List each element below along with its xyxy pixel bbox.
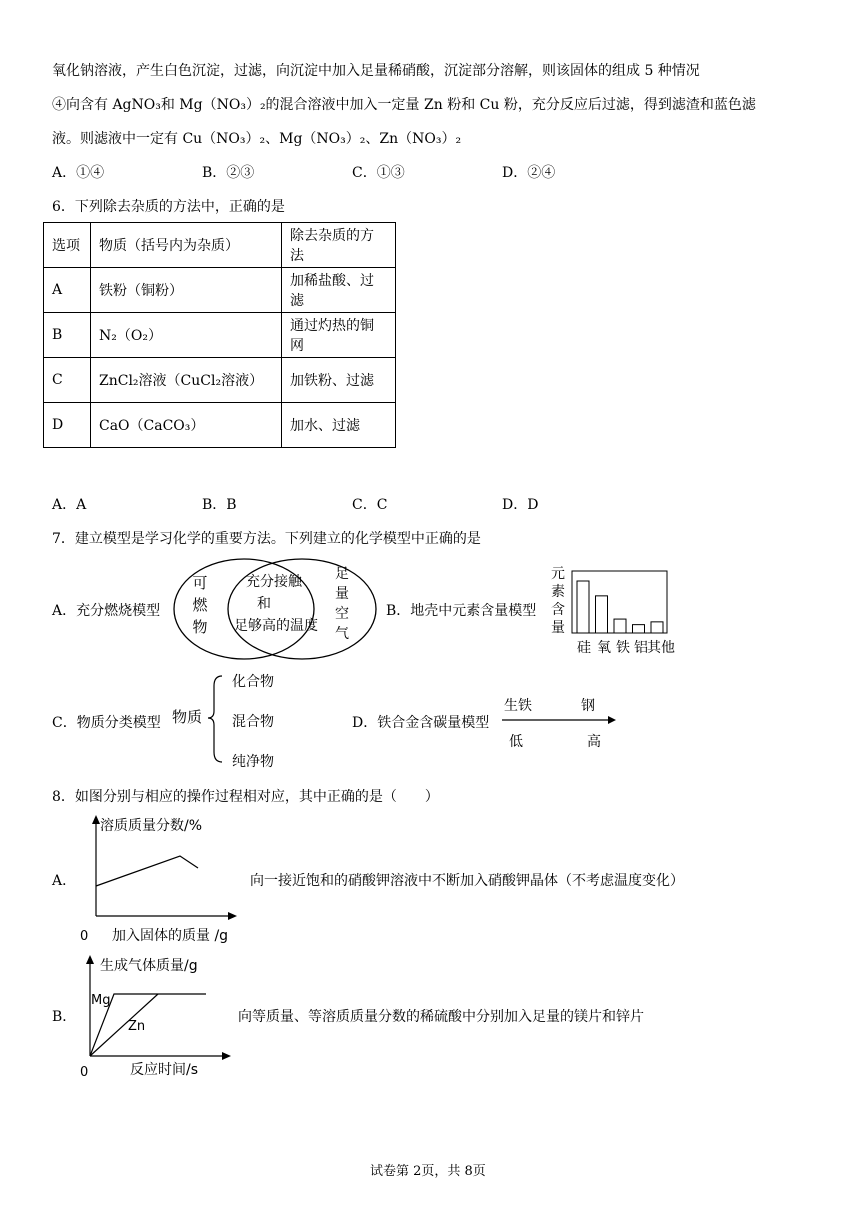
table-cell: 通过灼热的铜网 [282, 313, 396, 358]
y-axis-arrow-icon [92, 815, 100, 824]
chart-bar [596, 596, 608, 633]
q8-option-a-label[interactable]: A． [52, 873, 77, 889]
chart-ylabel-char: 素 [551, 584, 565, 600]
q5-option-c[interactable]: C．①③ [352, 165, 405, 181]
table-cell: N₂（O₂） [91, 313, 282, 358]
y-axis-arrow-icon [86, 955, 94, 964]
q5-option-b[interactable]: B．②③ [202, 165, 255, 181]
q8-graph-a [76, 812, 256, 948]
table-cell: ZnCl₂溶液（CuCl₂溶液） [91, 358, 282, 403]
venn-right-char: 量 [335, 586, 349, 602]
classification-diagram [170, 664, 290, 774]
classification-item: 纯净物 [232, 754, 274, 770]
graph-b-ylabel: 生成气体质量/g [100, 958, 198, 974]
table-row [44, 268, 396, 313]
chart-ylabel-char: 量 [551, 620, 565, 636]
graph-b-origin: 0 [80, 1065, 89, 1080]
q6-option-b[interactable]: B．B [202, 497, 237, 513]
chart-bar [633, 625, 645, 633]
q6-option-a[interactable]: A．A [52, 497, 87, 513]
table-cell: D [44, 403, 91, 448]
q8-graph-b [76, 950, 256, 1082]
table-cell: B [44, 313, 91, 358]
q7-option-b-label[interactable]: B．地壳中元素含量模型 [386, 603, 537, 619]
chart-x-labels [577, 639, 675, 656]
venn-diagram [170, 556, 382, 666]
q7-option-d-label[interactable]: D．铁合金含碳量模型 [352, 715, 490, 731]
arrow-head-icon [608, 716, 616, 724]
table-cell: 铁粉（铜粉） [91, 268, 282, 313]
arrow-top-label: 生铁 [504, 698, 532, 714]
chart-bars [577, 581, 663, 633]
carbon-content-arrow [500, 692, 620, 754]
table-row [44, 403, 396, 448]
table-header-row [44, 223, 396, 268]
venn-left-char: 可 [192, 574, 208, 592]
table-cell: 加水、过滤 [282, 403, 396, 448]
venn-right-char: 空 [335, 606, 349, 622]
q5-option-d[interactable]: D．②④ [502, 165, 556, 181]
q6-table [43, 222, 396, 448]
q5-option-a[interactable]: A．①④ [52, 165, 105, 181]
graph-a-xlabel: 加入固体的质量 /g [112, 928, 229, 944]
q7-option-c-label[interactable]: C．物质分类模型 [52, 715, 161, 731]
table-header-cell: 物质（括号内为杂质） [91, 223, 282, 268]
q7-stem: 7．建立模型是学习化学的重要方法。下列建立的化学模型中正确的是 [52, 531, 481, 547]
table-header-cell: 除去杂质的方法 [282, 223, 396, 268]
venn-left-char: 燃 [192, 596, 208, 614]
table-cell: 加稀盐酸、过滤 [282, 268, 396, 313]
chart-x-label: 铝 [634, 640, 648, 656]
q8-option-b-desc: 向等质量、等溶质质量分数的稀硫酸中分别加入足量的镁片和锌片 [238, 1009, 644, 1025]
series-label-zn: Zn [128, 1019, 146, 1034]
graph-a-origin: 0 [80, 929, 89, 944]
continuation-line-3: 液。则滤液中一定有 Cu（NO₃）₂、Mg（NO₃）₂、Zn（NO₃）₂ [52, 131, 462, 147]
chart-x-label: 其他 [647, 640, 675, 656]
element-content-chart [544, 562, 680, 658]
graph-a-curve [96, 856, 198, 886]
q6-option-d[interactable]: D．D [502, 497, 539, 513]
chart-x-label: 铁 [616, 640, 630, 656]
x-axis-arrow-icon [222, 1052, 231, 1060]
venn-right-char: 气 [335, 626, 349, 642]
table-row [44, 358, 396, 403]
chart-bar [651, 622, 663, 633]
chart-bar [614, 619, 626, 633]
table-row [44, 313, 396, 358]
chart-x-label: 氧 [597, 640, 611, 656]
arrow-top-label: 钢 [581, 698, 595, 714]
q8-option-b-label[interactable]: B． [52, 1009, 77, 1025]
chart-ylabel-char: 元 [551, 566, 565, 582]
table-header-cell: 选项 [44, 223, 91, 268]
table-cell: CaO（CaCO₃） [91, 403, 282, 448]
series-label-mg: Mg [91, 993, 111, 1008]
brace-icon [208, 676, 222, 762]
q7-option-a-label[interactable]: A．充分燃烧模型 [52, 603, 161, 619]
continuation-line-2: ④向含有 AgNO₃和 Mg（NO₃）₂的混合溶液中加入一定量 Zn 粉和 Cu 粉，充分反应后过滤，得到滤渣和蓝色滤 [52, 97, 756, 113]
arrow-bottom-label: 高 [587, 734, 601, 750]
graph-a-ylabel: 溶质质量分数/% [100, 818, 203, 834]
classification-item: 化合物 [232, 674, 274, 690]
chart-bar [577, 581, 589, 633]
continuation-line-1: 氧化钠溶液，产生白色沉淀，过滤，向沉淀中加入足量稀硝酸，沉淀部分溶解，则该固体的组成 5 种情况 [52, 63, 700, 79]
arrow-bottom-label: 低 [509, 734, 523, 750]
venn-center-text: 充分接触 [246, 574, 302, 590]
venn-center-text: 和 [257, 596, 271, 612]
venn-right-char: 足 [335, 566, 349, 582]
q6-option-c[interactable]: C．C [352, 497, 388, 513]
venn-left-char: 物 [192, 618, 208, 636]
x-axis-arrow-icon [228, 912, 237, 920]
classification-item: 混合物 [232, 714, 274, 730]
q8-stem: 8．如图分别与相应的操作过程相对应，其中正确的是（ ） [52, 789, 439, 805]
graph-b-xlabel: 反应时间/s [130, 1062, 199, 1078]
q8-option-a-desc: 向一接近饱和的硝酸钾溶液中不断加入硝酸钾晶体（不考虑温度变化） [250, 873, 684, 889]
classification-root: 物质 [172, 708, 203, 726]
venn-center-text: 足够高的温度 [234, 618, 318, 634]
q6-stem: 6．下列除去杂质的方法中，正确的是 [52, 199, 285, 215]
page-footer: 试卷第 2页，共 8页 [370, 1164, 486, 1179]
chart-x-label: 硅 [577, 640, 591, 656]
table-cell: A [44, 268, 91, 313]
table-cell: C [44, 358, 91, 403]
chart-ylabel-char: 含 [551, 602, 565, 618]
table-cell: 加铁粉、过滤 [282, 358, 396, 403]
